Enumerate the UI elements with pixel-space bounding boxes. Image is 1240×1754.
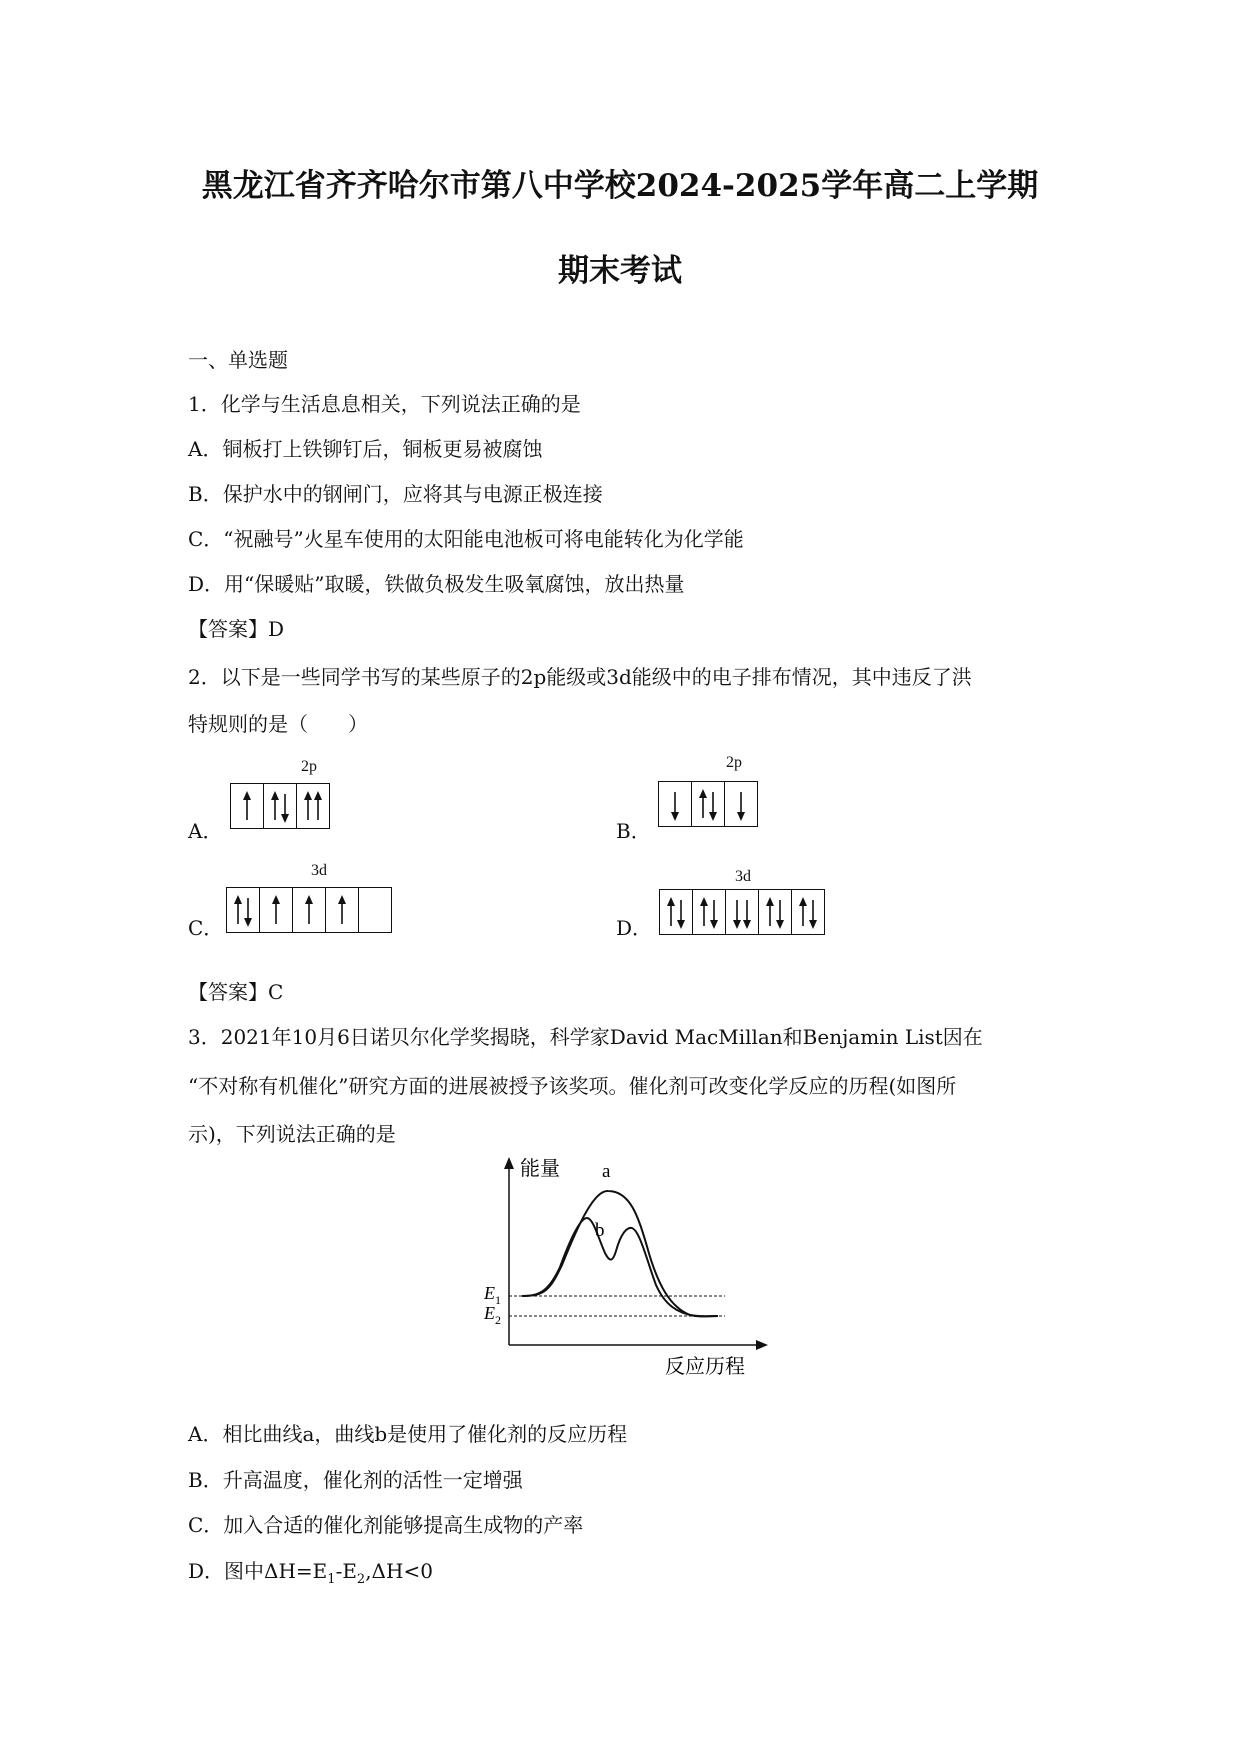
q2-stem-line2: 特规则的是（ ） bbox=[188, 712, 368, 736]
orbital-diagram-c bbox=[226, 887, 392, 933]
page-title: 黑龙江省齐齐哈尔市第八中学校2024-2025学年高二上学期 bbox=[201, 168, 1039, 204]
electron-arrows bbox=[264, 784, 296, 828]
q2-option-c-label: C． bbox=[188, 916, 224, 940]
orbital-box bbox=[326, 888, 359, 932]
electron-arrows bbox=[293, 888, 325, 932]
orbital-box bbox=[264, 784, 297, 828]
electron-arrows bbox=[297, 784, 329, 828]
e1-label: $E_1$ bbox=[484, 1283, 501, 1307]
orbital-box bbox=[231, 784, 264, 828]
electron-arrows bbox=[260, 888, 292, 932]
electron-arrows bbox=[792, 890, 824, 934]
q3-stem-line2: “不对称有机催化”研究方面的进展被授予该奖项。催化剂可改变化学反应的历程(如图所 bbox=[188, 1074, 957, 1098]
orbital-box bbox=[660, 890, 693, 934]
orbital-box bbox=[692, 782, 725, 826]
electron-arrows bbox=[759, 890, 791, 934]
q1-option-a: A．铜板打上铁铆钉后，铜板更易被腐蚀 bbox=[188, 437, 543, 461]
q3-option-a: A．相比曲线a，曲线b是使用了催化剂的反应历程 bbox=[188, 1422, 628, 1446]
q1-option-b: B．保护水中的钢闸门，应将其与电源正极连接 bbox=[188, 482, 603, 506]
electron-arrows bbox=[692, 782, 724, 826]
q2-option-b-label: B． bbox=[616, 819, 651, 843]
orbital-diagram-d bbox=[659, 889, 825, 935]
curve-a-label: a bbox=[602, 1161, 611, 1182]
q2-stem-line1: 2．以下是一些同学书写的某些原子的2p能级或3d能级中的电子排布情况，其中违反了洪 bbox=[188, 665, 972, 689]
orbital-box bbox=[659, 782, 692, 826]
q1-answer: 【答案】D bbox=[188, 617, 285, 641]
orbital-c-sublevel: 3d bbox=[311, 862, 327, 879]
page-subtitle: 期末考试 bbox=[558, 253, 682, 289]
electron-arrows bbox=[359, 888, 391, 932]
orbital-box bbox=[725, 782, 757, 826]
electron-arrows bbox=[231, 784, 263, 828]
q3-option-d: D．图中$\Delta H=E_1-E_2,\Delta H<0$ bbox=[188, 1559, 433, 1587]
orbital-box bbox=[359, 888, 391, 932]
x-axis-arrow bbox=[756, 1340, 768, 1350]
curve-b-label: b bbox=[595, 1220, 605, 1241]
orbital-diagram-b bbox=[658, 781, 758, 827]
electron-arrows bbox=[726, 890, 758, 934]
electron-arrows bbox=[725, 782, 757, 826]
orbital-box bbox=[260, 888, 293, 932]
electron-arrows bbox=[659, 782, 691, 826]
q1-option-d: D．用“保暖贴”取暖，铁做负极发生吸氧腐蚀，放出热量 bbox=[188, 572, 685, 596]
q2-option-a-label: A． bbox=[188, 819, 223, 843]
orbital-box bbox=[726, 890, 759, 934]
q2-option-d-label: D． bbox=[616, 916, 653, 940]
q3-option-b: B．升高温度，催化剂的活性一定增强 bbox=[188, 1468, 523, 1492]
orbital-diagram-a bbox=[230, 783, 330, 829]
orbital-b-sublevel: 2p bbox=[726, 754, 742, 771]
q3-stem-line1: 3．2021年10月6日诺贝尔化学奖揭晓，科学家David MacMillan和Benjamin List因在 bbox=[188, 1025, 983, 1049]
orbital-box bbox=[293, 888, 326, 932]
orbital-box bbox=[227, 888, 260, 932]
q1-option-c: C．“祝融号”火星车使用的太阳能电池板可将电能转化为化学能 bbox=[188, 527, 744, 551]
curve-b bbox=[522, 1218, 718, 1316]
orbital-box bbox=[759, 890, 792, 934]
electron-arrows bbox=[660, 890, 692, 934]
orbital-a-sublevel: 2p bbox=[301, 758, 317, 775]
e2-label: $E_2$ bbox=[484, 1303, 501, 1327]
q3-option-c: C．加入合适的催化剂能够提高生成物的产率 bbox=[188, 1513, 584, 1537]
x-axis-label: 反应历程 bbox=[665, 1354, 745, 1378]
q1-stem: 1．化学与生活息息相关，下列说法正确的是 bbox=[188, 392, 581, 416]
section-heading: 一、单选题 bbox=[188, 348, 288, 372]
electron-arrows bbox=[693, 890, 725, 934]
q2-answer: 【答案】C bbox=[188, 980, 284, 1004]
electron-arrows bbox=[227, 888, 259, 932]
energy-profile-diagram bbox=[470, 1155, 770, 1385]
orbital-d-sublevel: 3d bbox=[735, 868, 751, 885]
orbital-box bbox=[792, 890, 824, 934]
y-axis-label: 能量 bbox=[520, 1156, 560, 1180]
electron-arrows bbox=[326, 888, 358, 932]
orbital-box bbox=[297, 784, 329, 828]
y-axis-arrow bbox=[504, 1157, 514, 1169]
orbital-box bbox=[693, 890, 726, 934]
curve-a bbox=[522, 1191, 718, 1316]
q3-stem-line3: 示)，下列说法正确的是 bbox=[188, 1122, 396, 1146]
